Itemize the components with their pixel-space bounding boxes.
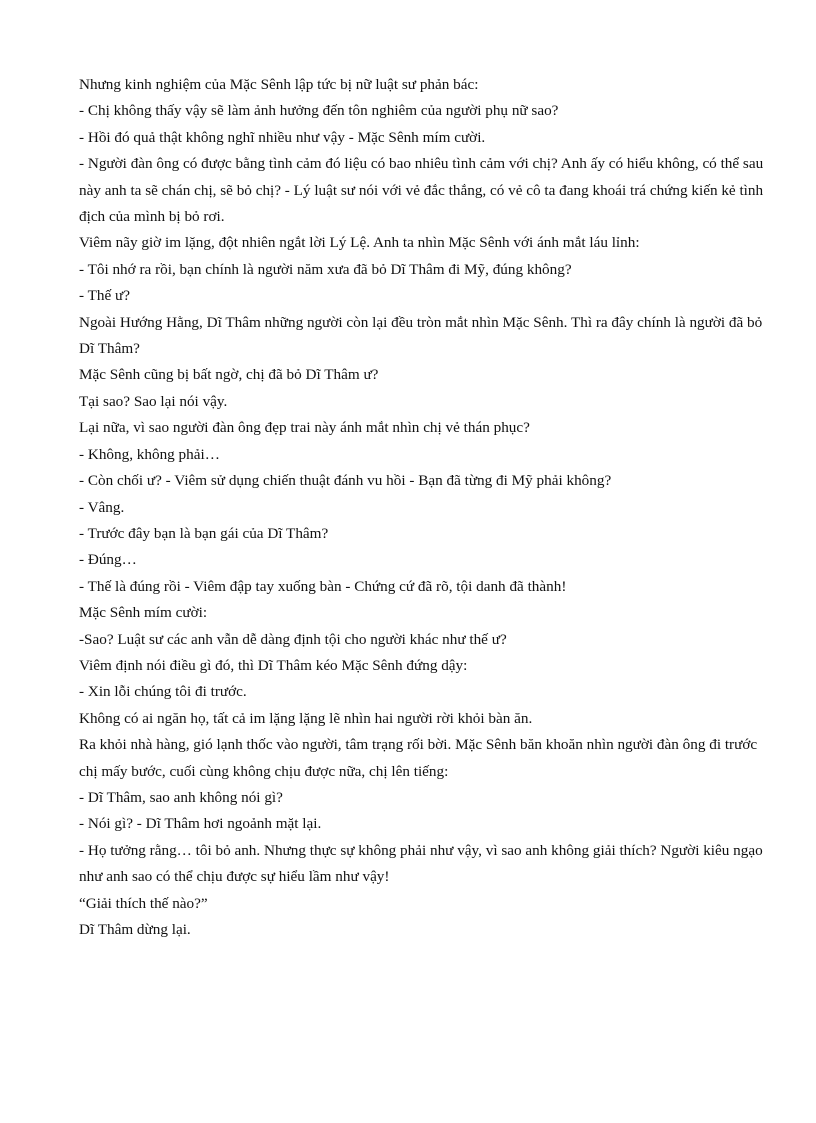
paragraph: - Hồi đó quả thật không nghĩ nhiều như vậy - Mặc Sênh mím cười. bbox=[79, 128, 486, 146]
paragraph: Viêm định nói điều gì đó, thì Dĩ Thâm kéo Mặc Sênh đứng dậy: bbox=[79, 656, 468, 674]
paragraph: “Giải thích thế nào?” bbox=[79, 894, 208, 912]
document-body bbox=[79, 72, 769, 943]
paragraph: Không có ai ngăn họ, tất cả im lặng lặng lẽ nhìn hai người rời khỏi bàn ăn. bbox=[79, 709, 533, 727]
paragraph: - Chị không thấy vậy sẽ làm ảnh hưởng đến tôn nghiêm của người phụ nữ sao? bbox=[79, 102, 559, 120]
paragraph: - Tôi nhớ ra rồi, bạn chính là người năm xưa đã bỏ Dĩ Thâm đi Mỹ, đúng không? bbox=[79, 260, 572, 278]
paragraph: -Sao? Luật sư các anh vẫn dễ dàng định tội cho người khác như thế ư? bbox=[79, 630, 507, 648]
paragraph: Dĩ Thâm dừng lại. bbox=[79, 921, 191, 938]
paragraph: Ra khỏi nhà hàng, gió lạnh thốc vào người, tâm trạng rối bời. Mặc Sênh băn khoăn nhìn người đàn ông đi trước chị mấy bước, cuối cùng không chịu được nữa, chị lên tiếng: bbox=[79, 736, 758, 780]
paragraph: - Dĩ Thâm, sao anh không nói gì? bbox=[79, 788, 283, 806]
paragraph: - Thế ư? bbox=[79, 287, 130, 305]
paragraph: - Không, không phải… bbox=[79, 445, 220, 463]
paragraph: - Đúng… bbox=[79, 551, 137, 569]
paragraph: Tại sao? Sao lại nói vậy. bbox=[79, 392, 228, 410]
paragraph: Ngoài Hướng Hằng, Dĩ Thâm những người còn lại đều tròn mắt nhìn Mặc Sênh. Thì ra đây chính là người đã bỏ Dĩ Thâm? bbox=[79, 313, 763, 358]
paragraph: Mặc Sênh cũng bị bất ngờ, chị đã bỏ Dĩ Thâm ư? bbox=[79, 366, 379, 384]
paragraph: - Thế là đúng rồi - Viêm đập tay xuống bàn - Chứng cứ đã rõ, tội danh đã thành! bbox=[79, 577, 567, 595]
paragraph: - Vâng. bbox=[79, 498, 125, 516]
paragraph: - Người đàn ông có được bằng tình cảm đó liệu có bao nhiêu tình cảm với chị? Anh ấy có hiểu không, có thể sau này anh ta sẽ chán chị, sẽ bỏ chị? - Lý luật sư nói với vẻ đắc thắng, có vẻ cô ta đang khoái trá chứng kiến kẻ tình địch của mình bị bỏ rơi. bbox=[79, 155, 764, 226]
paragraph: - Còn chối ư? - Viêm sử dụng chiến thuật đánh vu hồi - Bạn đã từng đi Mỹ phải không? bbox=[79, 472, 612, 490]
paragraph: - Nói gì? - Dĩ Thâm hơi ngoảnh mặt lại. bbox=[79, 815, 322, 833]
paragraph: Viêm nãy giờ im lặng, đột nhiên ngắt lời Lý Lệ. Anh ta nhìn Mặc Sênh với ánh mắt láu lỉnh: bbox=[79, 234, 640, 252]
paragraph: - Xin lỗi chúng tôi đi trước. bbox=[79, 683, 247, 701]
paragraph: - Trước đây bạn là bạn gái của Dĩ Thâm? bbox=[79, 524, 329, 542]
paragraph: Nhưng kinh nghiệm của Mặc Sênh lập tức bị nữ luật sư phản bác: bbox=[79, 76, 479, 93]
paragraph: - Họ tưởng rằng… tôi bỏ anh. Nhưng thực sự không phải như vậy, vì sao anh không giải thích? Người kiêu ngạo như anh sao có thể chịu được sự hiểu lầm như vậy! bbox=[79, 841, 763, 886]
paragraph: Lại nữa, vì sao người đàn ông đẹp trai này ánh mắt nhìn chị vẻ thán phục? bbox=[79, 419, 530, 437]
paragraph: Mặc Sênh mím cười: bbox=[79, 604, 208, 622]
